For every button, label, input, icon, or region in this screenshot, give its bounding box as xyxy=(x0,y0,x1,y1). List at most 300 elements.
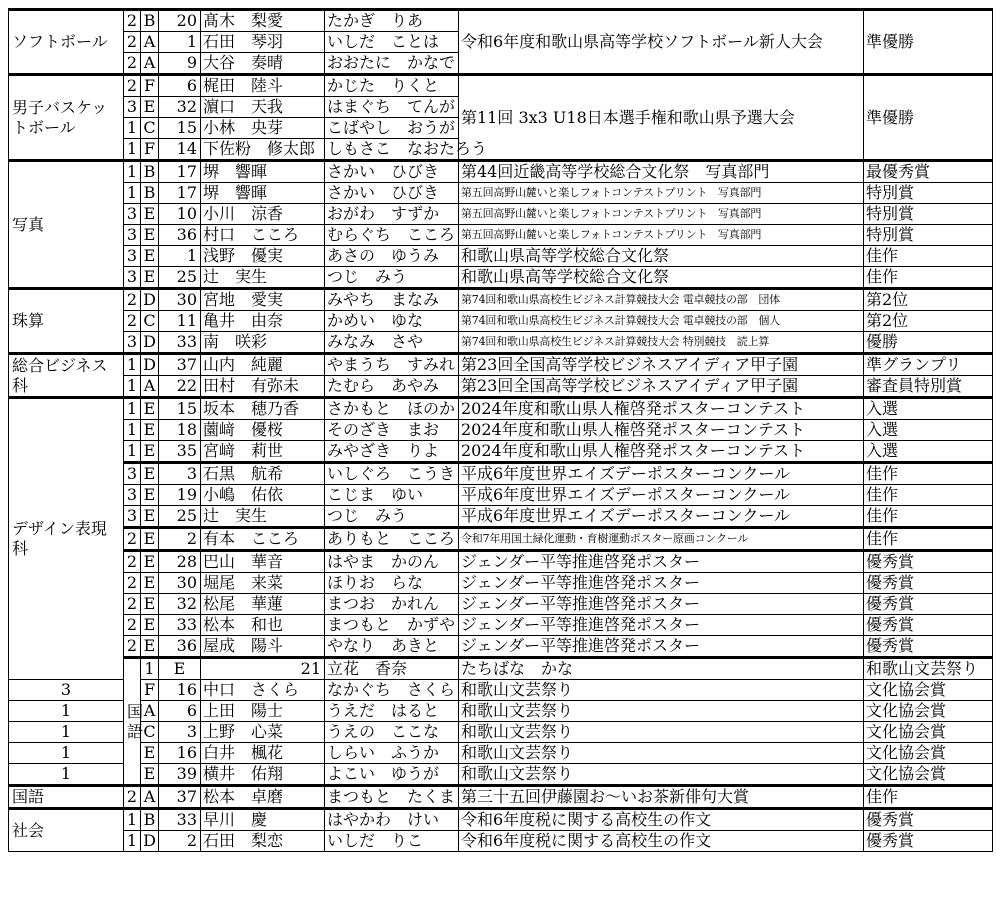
cell-grade: 1 xyxy=(124,354,141,376)
cell-name: 屋成 陽斗 xyxy=(201,636,325,658)
cell-grade: 3 xyxy=(124,97,141,118)
cell-cls: E xyxy=(141,764,159,786)
cell-cls: E xyxy=(141,743,159,764)
cell-kana: ほりお らな xyxy=(325,573,459,594)
cell-name: 石田 梨恋 xyxy=(201,831,325,852)
cell-kana: つじ みう xyxy=(325,267,459,289)
cell-grade: 1 xyxy=(124,376,141,398)
cell-event: 令和6年度税に関する高校生の作文 xyxy=(459,831,864,852)
cell-num: 15 xyxy=(159,398,201,420)
cell-name: 山内 純麗 xyxy=(201,354,325,376)
cell-kana: たかぎ りあ xyxy=(325,10,459,32)
table-row xyxy=(9,183,993,204)
table-row xyxy=(9,267,993,289)
cell-award: 佳作 xyxy=(864,485,993,506)
cell-cls: B xyxy=(141,809,159,831)
table-row xyxy=(9,75,993,97)
cell-cls: E xyxy=(141,615,159,636)
cell-name: 浅野 優実 xyxy=(201,246,325,267)
cell-cls: E xyxy=(141,420,159,441)
table-row xyxy=(9,551,993,573)
cell-grade: 1 xyxy=(141,658,159,680)
cell-name: 巴山 華音 xyxy=(201,551,325,573)
cell-kana: さかもと ほのか xyxy=(325,398,459,420)
cell-num: 25 xyxy=(159,506,201,528)
cell-event: 第11回 3x3 U18日本選手権和歌山県予選大会 xyxy=(459,75,864,161)
cell-cls: F xyxy=(141,139,159,161)
cell-num: 30 xyxy=(159,573,201,594)
cell-cls: E xyxy=(141,636,159,658)
cell-event: ジェンダー平等推進啓発ポスター xyxy=(459,594,864,615)
table-row xyxy=(9,463,993,485)
table-row xyxy=(9,573,993,594)
cell-name: 上野 心菜 xyxy=(201,722,325,743)
table-row xyxy=(9,311,993,332)
cell-club: 国語 xyxy=(9,786,124,809)
cell-cls: E xyxy=(141,551,159,573)
cell-grade: 2 xyxy=(124,551,141,573)
table-row xyxy=(9,506,993,528)
cell-kana: おおたに かなで xyxy=(325,53,459,75)
cell-num: 6 xyxy=(159,75,201,97)
cell-award: 審査員特別賞 xyxy=(864,376,993,398)
cell-award: 佳作 xyxy=(864,506,993,528)
cell-award: 佳作 xyxy=(864,267,993,289)
cell-kana: まつお かれん xyxy=(325,594,459,615)
table-row xyxy=(9,701,993,722)
cell-num: 39 xyxy=(159,764,201,786)
cell-award: 準グランプリ xyxy=(864,354,993,376)
cell-grade: 3 xyxy=(9,680,124,701)
cell-cls: E xyxy=(141,97,159,118)
cell-grade: 3 xyxy=(124,485,141,506)
cell-award: 入選 xyxy=(864,398,993,420)
cell-event: 令和6年度税に関する高校生の作文 xyxy=(459,809,864,831)
cell-num: 17 xyxy=(159,183,201,204)
cell-award: 第2位 xyxy=(864,311,993,332)
cell-kana: やなり あきと xyxy=(325,636,459,658)
cell-kana: みやざき りよ xyxy=(325,441,459,463)
table-row xyxy=(9,204,993,225)
table-row xyxy=(9,764,993,786)
cell-cls: E xyxy=(141,528,159,551)
cell-grade: 2 xyxy=(124,615,141,636)
table-row xyxy=(9,441,993,463)
cell-cls: E xyxy=(159,658,201,680)
cell-name: 坂本 穂乃香 xyxy=(201,398,325,420)
cell-kana: よこい ゆうが xyxy=(325,764,459,786)
cell-event: ジェンダー平等推進啓発ポスター xyxy=(459,551,864,573)
cell-kana: みなみ さや xyxy=(325,332,459,354)
cell-grade: 1 xyxy=(9,764,124,786)
cell-grade: 2 xyxy=(124,32,141,53)
cell-name: 辻 実生 xyxy=(201,267,325,289)
cell-name: 下佐粉 修太郎 xyxy=(201,139,325,161)
cell-grade: 1 xyxy=(124,420,141,441)
cell-kana: はやま かのん xyxy=(325,551,459,573)
cell-kana: さかい ひびき xyxy=(325,161,459,183)
cell-award: 優秀賞 xyxy=(864,615,993,636)
cell-award: 準優勝 xyxy=(864,75,993,161)
cell-cls: B xyxy=(141,161,159,183)
cell-award: 佳作 xyxy=(864,786,993,809)
awards-table xyxy=(8,8,993,852)
cell-club: 珠算 xyxy=(9,289,124,354)
table-row xyxy=(9,161,993,183)
cell-kana: いしぐろ こうき xyxy=(325,463,459,485)
cell-cls: C xyxy=(141,311,159,332)
cell-name: 田村 有弥未 xyxy=(201,376,325,398)
cell-name: 梶田 陸斗 xyxy=(201,75,325,97)
cell-num: 33 xyxy=(159,809,201,831)
cell-num: 16 xyxy=(159,680,201,701)
cell-num: 20 xyxy=(159,10,201,32)
cell-event: 第74回和歌山県高校生ビジネス計算競技大会 特別競技 読上算 xyxy=(459,332,864,354)
cell-award: 入選 xyxy=(864,420,993,441)
cell-grade: 2 xyxy=(124,528,141,551)
cell-grade: 1 xyxy=(9,743,124,764)
cell-kana: やまうち すみれ xyxy=(325,354,459,376)
cell-num: 9 xyxy=(159,53,201,75)
cell-event: 和歌山文芸祭り xyxy=(864,658,993,680)
awards-table-body xyxy=(9,10,993,852)
table-row xyxy=(9,809,993,831)
cell-name: 南 咲彩 xyxy=(201,332,325,354)
cell-cls: A xyxy=(141,32,159,53)
cell-kana: つじ みう xyxy=(325,506,459,528)
cell-event: 第23回全国高等学校ビジネスアイディア甲子園 xyxy=(459,376,864,398)
cell-num: 21 xyxy=(201,658,325,680)
cell-award: 佳作 xyxy=(864,246,993,267)
cell-event: 2024年度和歌山県人権啓発ポスターコンテスト xyxy=(459,420,864,441)
cell-cls: E xyxy=(141,204,159,225)
cell-num: 2 xyxy=(159,528,201,551)
cell-cls: D xyxy=(141,332,159,354)
cell-name: 立花 香奈 xyxy=(325,658,459,680)
cell-cls: E xyxy=(141,485,159,506)
cell-num: 22 xyxy=(159,376,201,398)
cell-award: 優秀賞 xyxy=(864,809,993,831)
cell-cls: C xyxy=(141,118,159,139)
table-row xyxy=(9,831,993,852)
cell-cls: D xyxy=(141,831,159,852)
cell-num: 25 xyxy=(159,267,201,289)
cell-event: 第23回全国高等学校ビジネスアイディア甲子園 xyxy=(459,354,864,376)
cell-event: 和歌山県高等学校総合文化祭 xyxy=(459,246,864,267)
cell-award: 優秀賞 xyxy=(864,636,993,658)
cell-event: 和歌山文芸祭り xyxy=(459,701,864,722)
cell-grade: 2 xyxy=(124,573,141,594)
cell-cls: E xyxy=(141,398,159,420)
cell-award: 佳作 xyxy=(864,463,993,485)
cell-grade: 2 xyxy=(124,594,141,615)
cell-num: 17 xyxy=(159,161,201,183)
cell-kana: むらぐち こころ xyxy=(325,225,459,246)
cell-club: デザイン表現科 xyxy=(9,398,124,680)
cell-num: 32 xyxy=(159,97,201,118)
cell-name: 宮地 愛実 xyxy=(201,289,325,311)
table-row xyxy=(9,398,993,420)
cell-kana: たむら あやみ xyxy=(325,376,459,398)
cell-event: 令和7年用国土緑化運動・育樹運動ポスター原画コンクール xyxy=(459,528,864,551)
cell-event: 和歌山文芸祭り xyxy=(459,743,864,764)
cell-name: 大谷 奏晴 xyxy=(201,53,325,75)
cell-num: 28 xyxy=(159,551,201,573)
cell-num: 1 xyxy=(159,32,201,53)
table-row xyxy=(9,485,993,506)
cell-award: 第2位 xyxy=(864,289,993,311)
cell-name: 上田 陽士 xyxy=(201,701,325,722)
cell-grade: 2 xyxy=(124,53,141,75)
cell-award: 文化協会賞 xyxy=(864,743,993,764)
cell-cls: D xyxy=(141,289,159,311)
cell-num: 32 xyxy=(159,594,201,615)
cell-grade: 1 xyxy=(124,139,141,161)
cell-event: 和歌山文芸祭り xyxy=(459,722,864,743)
cell-name: 早川 慶 xyxy=(201,809,325,831)
cell-num: 35 xyxy=(159,441,201,463)
cell-award: 優勝 xyxy=(864,332,993,354)
cell-num: 2 xyxy=(159,831,201,852)
cell-num: 3 xyxy=(159,722,201,743)
cell-name: 辻 実生 xyxy=(201,506,325,528)
cell-cls: F xyxy=(141,680,159,701)
cell-event: 和歌山文芸祭り xyxy=(459,680,864,701)
cell-cls: A xyxy=(141,701,159,722)
cell-award: 特別賞 xyxy=(864,204,993,225)
cell-kana: なかぐち さくら xyxy=(325,680,459,701)
cell-award: 佳作 xyxy=(864,528,993,551)
cell-name: 石黒 航希 xyxy=(201,463,325,485)
cell-name: 堺 響暉 xyxy=(201,183,325,204)
table-row xyxy=(9,376,993,398)
cell-event: 令和6年度和歌山県高等学校ソフトボール新人大会 xyxy=(459,10,864,75)
cell-club: 総合ビジネス科 xyxy=(9,354,124,398)
cell-cls: C xyxy=(141,722,159,743)
table-row xyxy=(9,786,993,809)
cell-name: 横井 佑翔 xyxy=(201,764,325,786)
table-row xyxy=(9,722,993,743)
cell-event: 和歌山文芸祭り xyxy=(459,764,864,786)
cell-name: 堺 響暉 xyxy=(201,161,325,183)
cell-award: 優秀賞 xyxy=(864,551,993,573)
cell-kana: しもさこ なおたろう xyxy=(325,139,459,161)
table-row xyxy=(9,332,993,354)
cell-grade: 1 xyxy=(124,183,141,204)
cell-event: 第三十五回伊藤園お～いお茶新俳句大賞 xyxy=(459,786,864,809)
cell-grade: 1 xyxy=(124,118,141,139)
cell-cls: E xyxy=(141,506,159,528)
cell-kana: まつもと たくま xyxy=(325,786,459,809)
cell-event: ジェンダー平等推進啓発ポスター xyxy=(459,573,864,594)
cell-num: 33 xyxy=(159,615,201,636)
cell-event: 2024年度和歌山県人権啓発ポスターコンテスト xyxy=(459,398,864,420)
cell-num: 11 xyxy=(159,311,201,332)
cell-grade: 1 xyxy=(124,809,141,831)
cell-grade: 3 xyxy=(124,225,141,246)
cell-num: 1 xyxy=(159,246,201,267)
cell-name: 松本 卓磨 xyxy=(201,786,325,809)
cell-num: 33 xyxy=(159,332,201,354)
cell-name: 中口 さくら xyxy=(201,680,325,701)
cell-grade: 3 xyxy=(124,332,141,354)
cell-kana: そのざき まお xyxy=(325,420,459,441)
cell-kana: はまぐち てんが xyxy=(325,97,459,118)
cell-cls: A xyxy=(141,786,159,809)
cell-grade: 3 xyxy=(124,246,141,267)
cell-cls: E xyxy=(141,225,159,246)
cell-award: 入選 xyxy=(864,441,993,463)
table-row xyxy=(9,658,993,680)
cell-kana: あさの ゆうみ xyxy=(325,246,459,267)
table-row xyxy=(9,594,993,615)
table-row xyxy=(9,636,993,658)
table-row xyxy=(9,743,993,764)
cell-award: 特別賞 xyxy=(864,225,993,246)
cell-award: 優秀賞 xyxy=(864,831,993,852)
table-row xyxy=(9,289,993,311)
cell-kana: しらい ふうか xyxy=(325,743,459,764)
table-row xyxy=(9,528,993,551)
cell-award: 文化協会賞 xyxy=(864,701,993,722)
cell-club: 男子バスケットボール xyxy=(9,75,124,161)
cell-name: 有本 こころ xyxy=(201,528,325,551)
cell-cls: E xyxy=(141,463,159,485)
cell-award: 最優秀賞 xyxy=(864,161,993,183)
cell-kana: かめい ゆな xyxy=(325,311,459,332)
cell-event: 和歌山県高等学校総合文化祭 xyxy=(459,267,864,289)
cell-num: 10 xyxy=(159,204,201,225)
cell-grade: 3 xyxy=(124,463,141,485)
cell-num: 36 xyxy=(159,225,201,246)
cell-cls: E xyxy=(141,246,159,267)
cell-kana: たちばな かな xyxy=(459,658,864,680)
cell-award: 準優勝 xyxy=(864,10,993,75)
table-row xyxy=(9,680,993,701)
table-row xyxy=(9,615,993,636)
cell-name: 松尾 華蓮 xyxy=(201,594,325,615)
cell-event: 平成6年度世界エイズデーポスターコンクール xyxy=(459,485,864,506)
cell-event: 平成6年度世界エイズデーポスターコンクール xyxy=(459,463,864,485)
cell-name: 小林 央芽 xyxy=(201,118,325,139)
cell-award: 優秀賞 xyxy=(864,594,993,615)
cell-event: 平成6年度世界エイズデーポスターコンクール xyxy=(459,506,864,528)
cell-kana: ありもと こころ xyxy=(325,528,459,551)
cell-kana: さかい ひびき xyxy=(325,183,459,204)
cell-kana: いしだ ことは xyxy=(325,32,459,53)
cell-num: 37 xyxy=(159,354,201,376)
cell-event: 第五回高野山麓いと楽しフォトコンテストプリント 写真部門 xyxy=(459,204,864,225)
cell-kana: まつもと かずや xyxy=(325,615,459,636)
cell-club: ソフトボール xyxy=(9,10,124,75)
table-row xyxy=(9,354,993,376)
cell-award: 優秀賞 xyxy=(864,573,993,594)
cell-kana: はやかわ けい xyxy=(325,809,459,831)
cell-grade: 3 xyxy=(124,204,141,225)
cell-award: 文化協会賞 xyxy=(864,764,993,786)
table-row xyxy=(9,420,993,441)
cell-kana: おがわ すずか xyxy=(325,204,459,225)
cell-grade: 1 xyxy=(9,701,124,722)
cell-cls: E xyxy=(141,573,159,594)
cell-num: 14 xyxy=(159,139,201,161)
cell-kana: いしだ りこ xyxy=(325,831,459,852)
cell-name: 宮﨑 莉世 xyxy=(201,441,325,463)
cell-grade: 1 xyxy=(124,831,141,852)
cell-cls: E xyxy=(141,267,159,289)
cell-num: 37 xyxy=(159,786,201,809)
cell-grade: 1 xyxy=(124,441,141,463)
cell-cls: B xyxy=(141,10,159,32)
cell-club: 社会 xyxy=(9,809,124,852)
cell-cls: A xyxy=(141,53,159,75)
cell-grade: 1 xyxy=(124,398,141,420)
cell-grade: 2 xyxy=(124,636,141,658)
cell-num: 36 xyxy=(159,636,201,658)
cell-grade: 2 xyxy=(124,311,141,332)
cell-club: 国語 xyxy=(124,658,141,786)
cell-cls: A xyxy=(141,376,159,398)
cell-kana: こばやし おうが xyxy=(325,118,459,139)
cell-name: 小嶋 佑依 xyxy=(201,485,325,506)
cell-name: 亀井 由奈 xyxy=(201,311,325,332)
cell-name: 石田 琴羽 xyxy=(201,32,325,53)
cell-event: 第74回和歌山県高校生ビジネス計算競技大会 電卓競技の部 団体 xyxy=(459,289,864,311)
table-row xyxy=(9,225,993,246)
cell-event: 第五回高野山麓いと楽しフォトコンテストプリント 写真部門 xyxy=(459,225,864,246)
cell-cls: F xyxy=(141,75,159,97)
cell-event: 第74回和歌山県高校生ビジネス計算競技大会 電卓競技の部 個人 xyxy=(459,311,864,332)
cell-name: 松本 和也 xyxy=(201,615,325,636)
cell-num: 30 xyxy=(159,289,201,311)
cell-kana: こじま ゆい xyxy=(325,485,459,506)
cell-cls: B xyxy=(141,183,159,204)
cell-num: 6 xyxy=(159,701,201,722)
cell-event: 第44回近畿高等学校総合文化祭 写真部門 xyxy=(459,161,864,183)
cell-kana: みやち まなみ xyxy=(325,289,459,311)
cell-name: 薗﨑 優桜 xyxy=(201,420,325,441)
cell-award: 特別賞 xyxy=(864,183,993,204)
cell-name: 堀尾 来菜 xyxy=(201,573,325,594)
cell-grade: 1 xyxy=(124,161,141,183)
cell-grade: 2 xyxy=(124,75,141,97)
cell-kana: うえの ここな xyxy=(325,722,459,743)
cell-name: 小川 涼香 xyxy=(201,204,325,225)
table-row xyxy=(9,246,993,267)
cell-num: 19 xyxy=(159,485,201,506)
cell-num: 3 xyxy=(159,463,201,485)
cell-name: 村口 こころ xyxy=(201,225,325,246)
cell-club: 写真 xyxy=(9,161,124,289)
cell-name: 濵口 天我 xyxy=(201,97,325,118)
cell-grade: 2 xyxy=(124,786,141,809)
cell-kana: かじた りくと xyxy=(325,75,459,97)
cell-num: 16 xyxy=(159,743,201,764)
cell-cls: E xyxy=(141,594,159,615)
cell-grade: 3 xyxy=(124,267,141,289)
cell-event: 第五回高野山麓いと楽しフォトコンテストプリント 写真部門 xyxy=(459,183,864,204)
cell-grade: 2 xyxy=(124,10,141,32)
cell-award: 文化協会賞 xyxy=(864,722,993,743)
cell-event: 2024年度和歌山県人権啓発ポスターコンテスト xyxy=(459,441,864,463)
cell-cls: D xyxy=(141,354,159,376)
cell-cls: E xyxy=(141,441,159,463)
cell-name: 髙木 梨愛 xyxy=(201,10,325,32)
cell-kana: うえだ はると xyxy=(325,701,459,722)
cell-num: 15 xyxy=(159,118,201,139)
cell-grade: 3 xyxy=(124,506,141,528)
cell-event: ジェンダー平等推進啓発ポスター xyxy=(459,636,864,658)
